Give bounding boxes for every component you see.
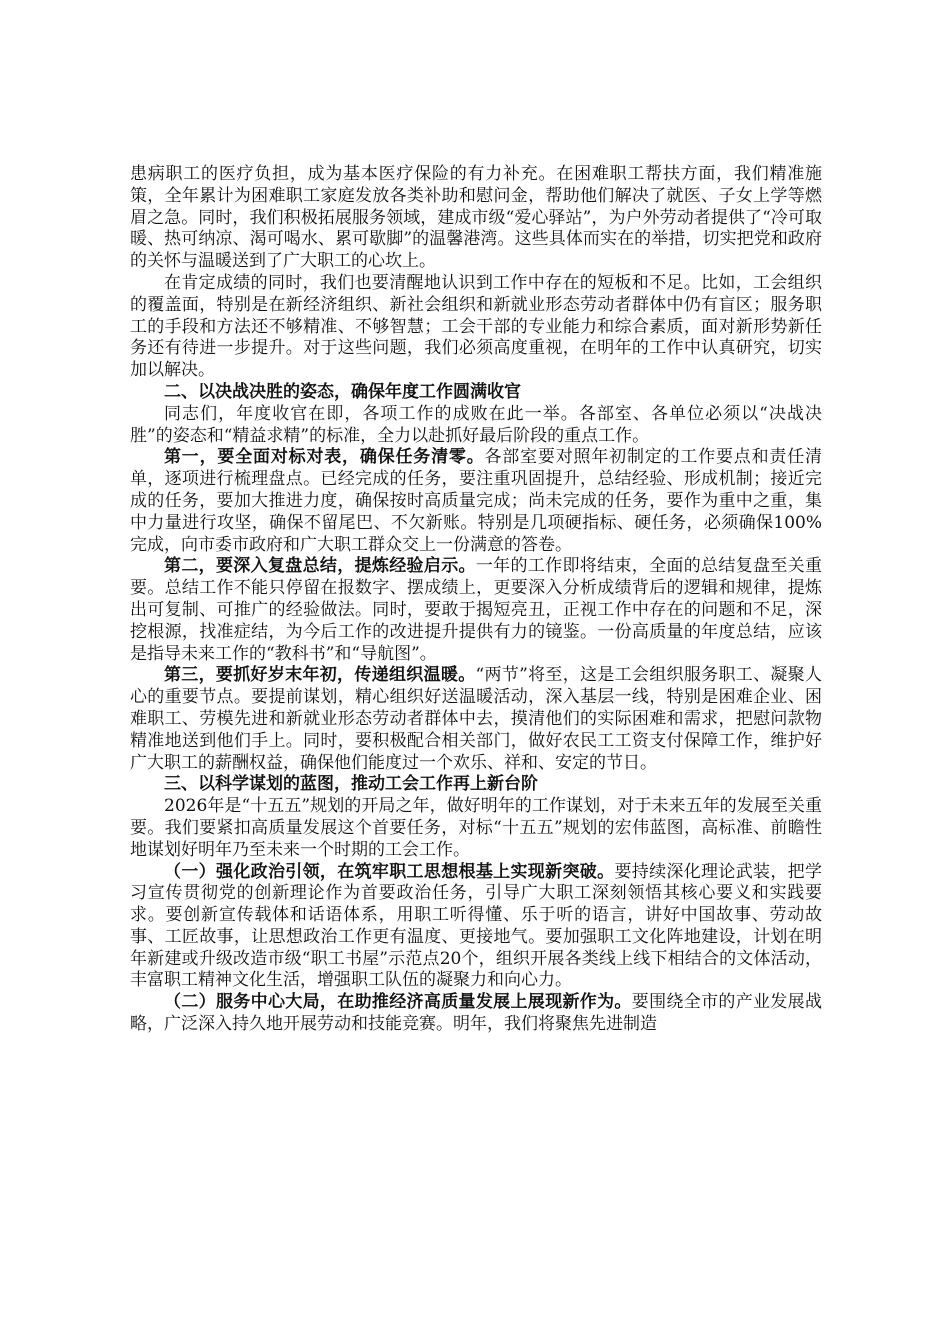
- paragraph-9-lead: （二）服务中心大局，在助推经济高质量发展上展现新作为。: [164, 992, 632, 1013]
- paragraph-5-lead: 第二，要深入复盘总结，提炼经验启示。: [164, 556, 476, 577]
- paragraph-1: 患病职工的医疗负担，成为基本医疗保险的有力补充。在困难职工帮扶方面，我们精准施策，全年累计为困难职工家庭发放各类补助和慰问金，帮助他们解决了就医、子女上学等燃眉之急。同时，我们积极拓展服务领域，建成市级“爱心驿站”，为户外劳动者提供了“冷可取暖、热可纳凉、渴可喝水、累可歇脚”的温馨港湾。这些具体而实在的举措，切实把党和政府的关怀与温暖送到了广大职工的心坎上。: [130, 164, 822, 272]
- paragraph-7: 2026年是“十五五”规划的开局之年，做好明年的工作谋划，对于未来五年的发展至关重要。我们要紧扣高质量发展这个首要任务，对标“十五五”规划的宏伟蓝图，高标准、前瞻性地谋划好明年乃至未来一个时期的工会工作。: [130, 796, 822, 860]
- paragraph-2: 在肯定成绩的同时，我们也要清醒地认识到工作中存在的短板和不足。比如，工会组织的覆盖面，特别是在新经济组织、新社会组织和新就业形态劳动者群体中仍有盲区；服务职工的手段和方法还不够精准、不够智慧；工会干部的专业能力和综合素质，面对新形势新任务还有待进一步提升。对于这些问题，我们必须高度重视，在明年的工作中认真研究，切实加以解决。: [130, 272, 822, 381]
- paragraph-8: [130, 862, 822, 993]
- document-body: [130, 164, 822, 1036]
- paragraph-6-lead: 第三，要抓好岁末年初，传递组织温暖。: [164, 665, 476, 686]
- paragraph-8-lead: （一）强化政治引领，在筑牢职工思想根基上实现新突破。: [164, 861, 615, 882]
- section-heading-2: 二、以决战决胜的姿态，确保年度工作圆满收官: [164, 381, 521, 402]
- paragraph-6: [130, 665, 822, 774]
- paragraph-3: 同志们，年度收官在即，各项工作的成败在此一举。各部室、各单位必须以“决战决胜”的姿态和“精益求精”的标准，全力以赴抓好最后阶段的重点工作。: [130, 403, 822, 446]
- paragraph-4-body: 各部室要对照年初制定的工作要点和责任清单，逐项进行梳理盘点。已经完成的任务，要注重巩固提升，总结经验、形成机制；接近完成的任务，要加大推进力度，确保按时高质量完成；尚未完成的任务，要作为重中之重，集中力量进行攻坚，确保不留尾巴、不欠新账。特别是几项硬指标、硬任务，必须确保100%完成，向市委市政府和广大职工群众交上一份满意的答卷。: [130, 447, 822, 555]
- paragraph-9-body: 要围绕全市的产业发展战略，广泛深入持久地开展劳动和技能竞赛。明年，我们将聚焦先进制造: [130, 992, 823, 1035]
- paragraph-4-lead: 第一，要全面对标对表，确保任务清零。: [164, 447, 485, 468]
- paragraph-5-body: 一年的工作即将结束，全面的总结复盘至关重要。总结工作不能只停留在报数字、摆成绩上，更要深入分析成绩背后的逻辑和规律，提炼出可复制、可推广的经验做法。同时，要敢于揭短亮丑，正视工作中存在的问题和不足，深挖根源，找准症结，为今后工作的改进提升提供有力的镜鉴。一份高质量的年度总结，应该是指导未来工作的“教科书”和“导航图”。: [130, 556, 823, 664]
- paragraph-6-body: “两节”将至，这是工会组织服务职工、凝聚人心的重要节点。要提前谋划，精心组织好送温暖活动，深入基层一线，特别是困难企业、困难职工、劳模先进和新就业形态劳动者群体中去，摸清他们的实际困难和需求，把慰问款物精准地送到他们手上。同时，要积极配合相关部门，做好农民工工资支付保障工作，维护好广大职工的薪酬权益，确保他们能度过一个欢乐、祥和、安定的节日。: [130, 665, 822, 773]
- paragraph-8-body: 要持续深化理论武装，把学习宣传贯彻党的创新理论作为首要政治任务，引导广大职工深刻领悟其核心要义和实践要求。要创新宣传载体和话语体系，用职工听得懂、乐于听的语言，讲好中国故事、劳动故事、工匠故事，让思想政治工作更有温度、更接地气。要加强职工文化阵地建设，计划在明年新建或升级改造市级“职工书屋”示范点20个，组织开展各类线上线下相结合的文体活动，丰富职工精神文化生活，增强职工队伍的凝聚力和向心力。: [130, 861, 823, 991]
- paragraph-4: [130, 447, 822, 556]
- paragraph-9: [130, 992, 822, 1036]
- section-heading-3: 三、以科学谋划的蓝图，推动工会工作再上新台阶: [164, 774, 538, 795]
- paragraph-5: [130, 556, 822, 665]
